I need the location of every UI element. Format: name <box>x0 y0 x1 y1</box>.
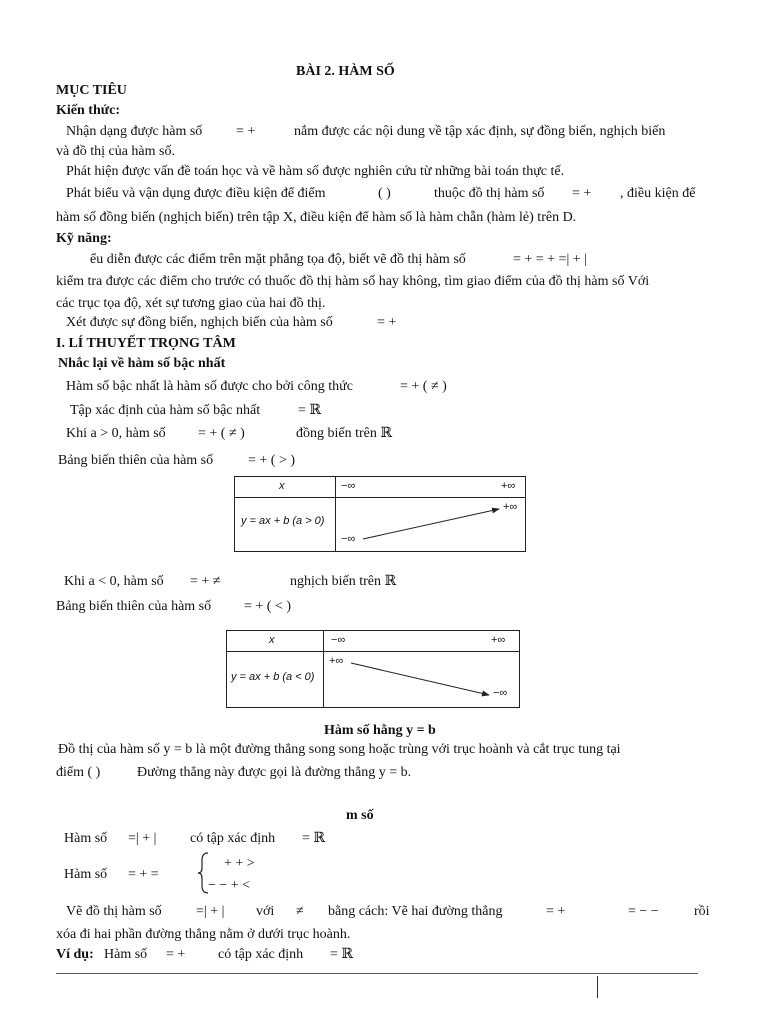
text-line: Hàm số <box>64 867 108 882</box>
text-line: Vẽ đồ thị hàm số <box>66 904 162 919</box>
example-heading: Ví dụ: <box>56 947 94 962</box>
text-line: và đồ thị của hàm số. <box>56 144 175 159</box>
text-line: đồng biến trên ℝ <box>296 426 393 441</box>
text-line: ểu diễn được các điểm trên mặt phẳng tọa độ, biết vẽ đồ thị hàm số <box>90 252 466 267</box>
formula: = + ( > ) <box>248 453 296 468</box>
piecewise-case: − − + < <box>208 878 251 893</box>
text-line: Hàm số <box>64 831 108 846</box>
text-line: có tập xác định <box>218 947 304 962</box>
knowledge-heading: Kiến thức: <box>56 103 121 118</box>
absolute-function-heading: m số <box>346 808 374 823</box>
constant-function-heading: Hàm số hằng y = b <box>324 723 436 738</box>
text-line: Hàm số bậc nhất là hàm số được cho bởi công thức <box>66 379 353 394</box>
table-pos-inf: +∞ <box>501 480 516 492</box>
decreasing-arrow-icon <box>227 631 519 707</box>
formula: = + ( < ) <box>244 599 292 614</box>
table-function-label: y = ax + b (a < 0) <box>231 671 315 683</box>
variation-table-decreasing <box>226 630 520 708</box>
text-line: Đường thẳng này được gọi là đường thẳng y = b. <box>137 765 412 780</box>
formula: = + <box>546 904 566 919</box>
formula: = + <box>236 124 256 139</box>
text-line: Tập xác định của hàm số bậc nhất <box>70 403 261 418</box>
section-theory: I. LÍ THUYẾT TRỌNG TÂM <box>56 336 236 351</box>
text-line: điểm ( ) <box>56 765 101 780</box>
formula: = + = + =| + | <box>513 252 587 267</box>
text-line: , điều kiện để <box>620 186 696 201</box>
piecewise-case: + + > <box>224 856 255 871</box>
text-line: Bảng biến thiên của hàm số <box>56 599 212 614</box>
text-line: Khi a < 0, hàm số <box>64 574 164 589</box>
formula: = + ( ≠ ) <box>198 426 245 441</box>
text-line: rồi <box>694 904 710 919</box>
formula: ≠ <box>296 904 304 919</box>
formula: = + = <box>128 867 159 882</box>
text-line: hàm số đồng biến (nghịch biến) trên tập X, điều kiện để hàm số là hàm chẵn (hàm lẻ) trên D. <box>56 210 577 225</box>
table-top-value: +∞ <box>329 655 344 667</box>
text-line: Nhận dạng được hàm số <box>66 124 203 139</box>
text-line: bằng cách: Vẽ hai đường thẳng <box>328 904 503 919</box>
footer-marker <box>597 976 598 998</box>
formula: =| + | <box>128 831 157 846</box>
table-function-label: y = ax + b (a > 0) <box>241 515 325 527</box>
text-line: nghịch biến trên ℝ <box>290 574 397 589</box>
footer-divider <box>56 973 698 974</box>
formula: = + ≠ <box>190 574 221 589</box>
table-pos-inf: +∞ <box>491 634 506 646</box>
text-line: Đồ thị của hàm số y = b là một đường thẳng song song hoặc trùng với trục hoành và cắt trục tung tại <box>58 742 621 757</box>
text-line: các trục tọa độ, xét sự tương giao của hai đồ thị. <box>56 296 326 311</box>
formula: = + ( ≠ ) <box>400 379 447 394</box>
text-line: Hàm số <box>104 947 148 962</box>
formula: = − − <box>628 904 659 919</box>
section-objective: MỤC TIÊU <box>56 83 127 98</box>
formula: ( ) <box>378 186 391 201</box>
skill-heading: Kỹ năng: <box>56 231 112 246</box>
text-line: có tập xác định <box>190 831 276 846</box>
table-neg-inf: −∞ <box>341 480 356 492</box>
increasing-arrow-icon <box>235 477 525 551</box>
table-bottom-value: −∞ <box>341 533 356 545</box>
formula: = ℝ <box>302 831 326 846</box>
table-header-x: x <box>279 480 285 492</box>
formula: = + <box>377 315 397 330</box>
text-line: Bảng biến thiên của hàm số <box>58 453 214 468</box>
text-line: xóa đi hai phần đường thẳng nằm ở dưới trục hoành. <box>56 927 351 942</box>
table-bottom-value: −∞ <box>493 687 508 699</box>
formula: = ℝ <box>330 947 354 962</box>
text-line: với <box>256 904 275 919</box>
table-top-value: +∞ <box>503 501 518 513</box>
text-line: Khi a > 0, hàm số <box>66 426 166 441</box>
variation-table-increasing <box>234 476 526 552</box>
formula: = + <box>166 947 186 962</box>
text-line: nắm được các nội dung về tập xác định, sự đồng biến, nghịch biến <box>294 124 666 139</box>
text-line: thuộc đồ thị hàm số <box>434 186 545 201</box>
text-line: kiểm tra được các điểm cho trước có thuốc đồ thị hàm số hay không, tìm giao điểm của đồ thị hàm số Với <box>56 274 650 289</box>
recall-heading: Nhắc lại về hàm số bậc nhất <box>58 356 226 371</box>
page-title: BÀI 2. HÀM SỐ <box>296 64 395 79</box>
text-line: Phát hiện được vấn đề toán học và về hàm số được nghiên cứu từ những bài toán thực tế. <box>66 164 565 179</box>
formula: = + <box>572 186 592 201</box>
table-header-x: x <box>269 634 275 646</box>
text-line: Xét được sự đồng biến, nghịch biến của hàm số <box>66 315 333 330</box>
formula: =| + | <box>196 904 225 919</box>
table-neg-inf: −∞ <box>331 634 346 646</box>
formula: = ℝ <box>298 403 322 418</box>
text-line: Phát biểu và vận dụng được điều kiện để điểm <box>66 186 326 201</box>
